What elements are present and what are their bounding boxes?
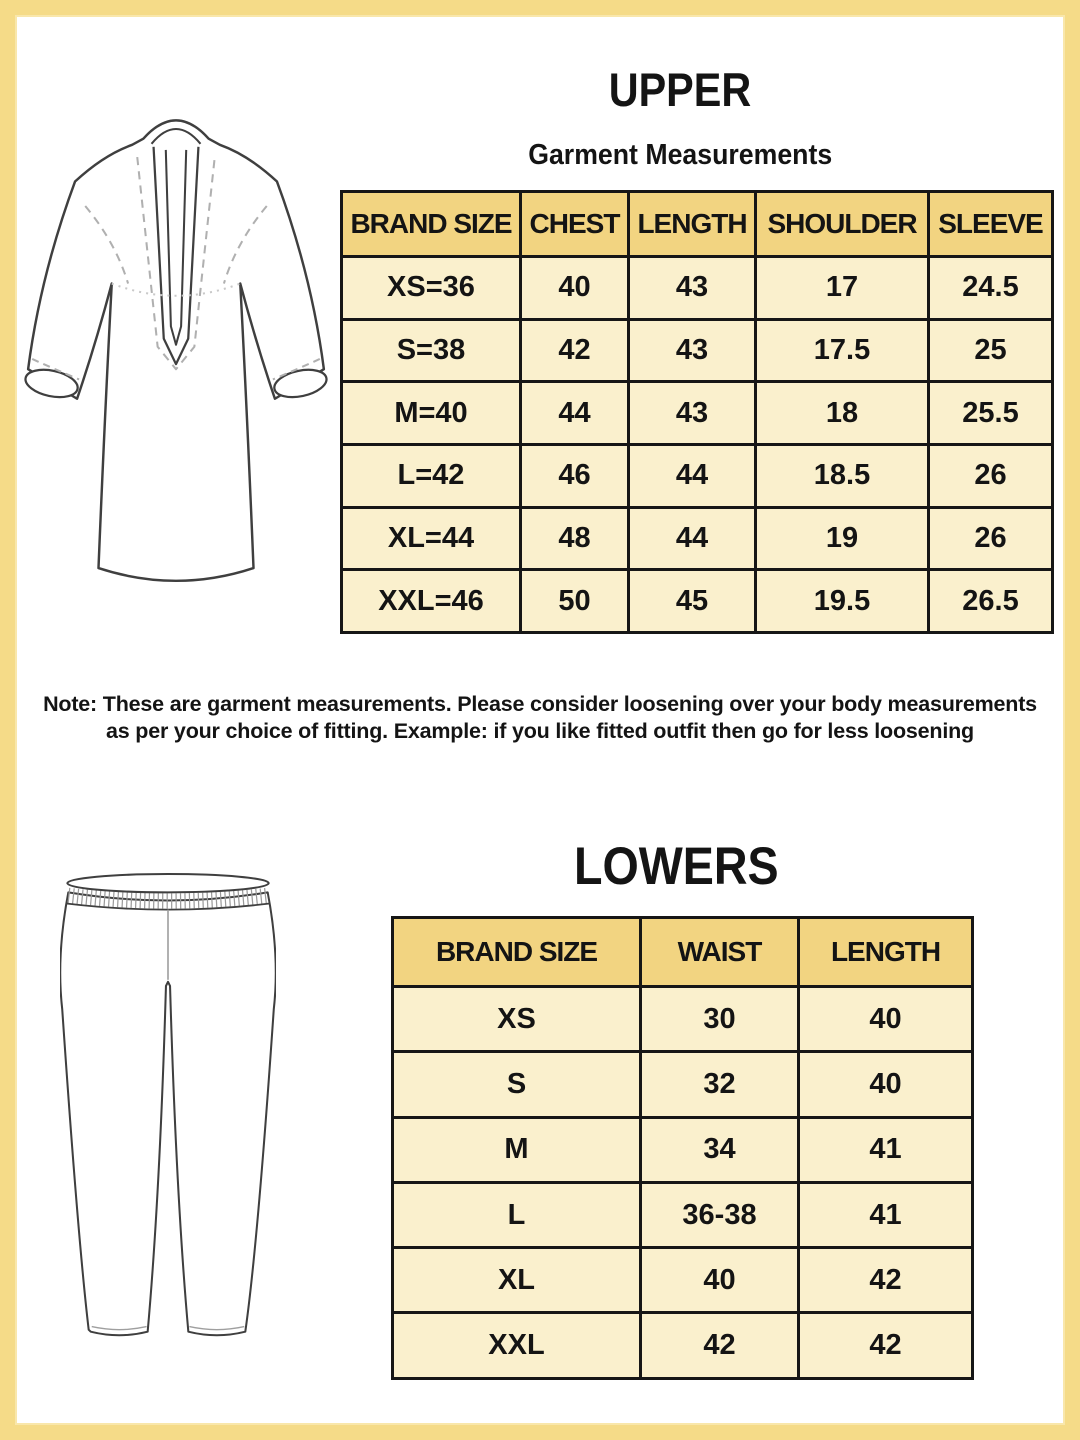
size-cell: M=40: [342, 382, 521, 445]
measurement-note: [0, 691, 1080, 745]
measurement-cell: 44: [629, 445, 756, 508]
measurement-cell: 17: [756, 257, 929, 320]
measurement-cell: 40: [641, 1248, 799, 1313]
measurement-cell: 24.5: [929, 257, 1053, 320]
measurement-cell: 26: [929, 507, 1053, 570]
column-header: LENGTH: [629, 192, 756, 257]
size-cell: S=38: [342, 319, 521, 382]
measurement-cell: 18: [756, 382, 929, 445]
upper-title-text: UPPER: [608, 63, 752, 116]
measurement-cell: 17.5: [756, 319, 929, 382]
measurement-cell: 26: [929, 445, 1053, 508]
table-row: [342, 445, 1053, 508]
column-header: BRAND SIZE: [393, 918, 641, 987]
upper-subtitle-text: Garment Measurements: [528, 139, 832, 171]
size-cell: XS: [393, 987, 641, 1052]
upper-section-title: [332, 63, 1028, 116]
measurement-cell: 41: [799, 1117, 973, 1182]
measurement-cell: 18.5: [756, 445, 929, 508]
measurement-cell: 26.5: [929, 570, 1053, 633]
table-row: [393, 987, 973, 1052]
measurement-cell: 46: [521, 445, 629, 508]
measurement-cell: 44: [629, 507, 756, 570]
size-cell: M: [393, 1117, 641, 1182]
measurement-cell: 19.5: [756, 570, 929, 633]
size-cell: S: [393, 1052, 641, 1117]
upper-size-table: [340, 190, 1054, 634]
table-row: [342, 319, 1053, 382]
table-row: [393, 1182, 973, 1247]
measurement-cell: 40: [799, 1052, 973, 1117]
size-cell: XS=36: [342, 257, 521, 320]
column-header: SLEEVE: [929, 192, 1053, 257]
column-header: WAIST: [641, 918, 799, 987]
header-row: [342, 192, 1053, 257]
note-line-1: Note: These are garment measurements. Please consider loosening over your body measurements: [43, 692, 1037, 716]
kurta-line-drawing: [22, 112, 330, 607]
column-header: BRAND SIZE: [342, 192, 521, 257]
lowers-size-table: [391, 916, 974, 1380]
measurement-cell: 25.5: [929, 382, 1053, 445]
measurement-cell: 42: [799, 1248, 973, 1313]
measurement-cell: 42: [641, 1313, 799, 1378]
pants-line-drawing: [60, 872, 276, 1350]
measurement-cell: 36-38: [641, 1182, 799, 1247]
measurement-cell: 19: [756, 507, 929, 570]
table-row: [342, 382, 1053, 445]
pants-illustration: [60, 872, 276, 1350]
note-line-2: as per your choice of fitting. Example: if you like fitted outfit then go for less loosening: [106, 719, 974, 743]
measurement-cell: 48: [521, 507, 629, 570]
measurement-cell: 40: [521, 257, 629, 320]
measurement-cell: 25: [929, 319, 1053, 382]
size-cell: XL: [393, 1248, 641, 1313]
header-row: [393, 918, 973, 987]
size-cell: XL=44: [342, 507, 521, 570]
measurement-cell: 42: [799, 1313, 973, 1378]
table-row: [342, 507, 1053, 570]
measurement-cell: 44: [521, 382, 629, 445]
measurement-cell: 30: [641, 987, 799, 1052]
measurement-cell: 50: [521, 570, 629, 633]
column-header: LENGTH: [799, 918, 973, 987]
kurta-illustration: [22, 112, 330, 607]
table-row: [342, 257, 1053, 320]
table-row: [393, 1313, 973, 1378]
table-row: [393, 1117, 973, 1182]
measurement-cell: 43: [629, 319, 756, 382]
measurement-cell: 40: [799, 987, 973, 1052]
upper-section-subtitle: [332, 139, 1028, 172]
table-row: [393, 1052, 973, 1117]
measurement-cell: 42: [521, 319, 629, 382]
lowers-section-title: [391, 837, 962, 896]
measurement-cell: 32: [641, 1052, 799, 1117]
measurement-cell: 43: [629, 382, 756, 445]
size-cell: L: [393, 1182, 641, 1247]
size-cell: XXL: [393, 1313, 641, 1378]
measurement-cell: 45: [629, 570, 756, 633]
measurement-cell: 34: [641, 1117, 799, 1182]
column-header: CHEST: [521, 192, 629, 257]
lowers-title-text: LOWERS: [574, 837, 779, 896]
size-cell: L=42: [342, 445, 521, 508]
table-row: [393, 1248, 973, 1313]
measurement-cell: 43: [629, 257, 756, 320]
size-cell: XXL=46: [342, 570, 521, 633]
table-row: [342, 570, 1053, 633]
measurement-cell: 41: [799, 1182, 973, 1247]
column-header: SHOULDER: [756, 192, 929, 257]
